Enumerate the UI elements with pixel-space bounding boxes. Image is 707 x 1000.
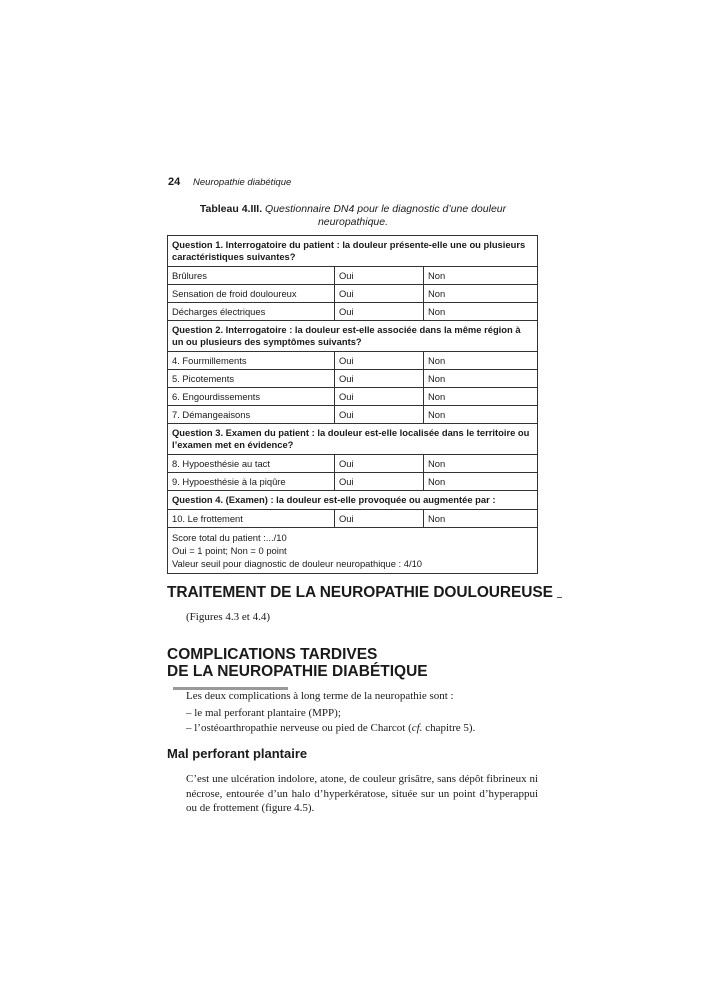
mpp-heading: Mal perforant plantaire [167,746,308,761]
page-number: 24 [168,176,181,188]
table-caption-label: Tableau 4.III. [199,203,263,215]
treatment-heading [167,584,562,602]
item-label: 10. Le frottement [168,510,335,528]
heading-rule-mark [557,597,562,598]
item-no: Non [424,406,538,424]
running-head [168,176,291,188]
score-threshold: Valeur seuil pour diagnostic de douleur neuropathique : 4/10 [172,558,423,569]
item-no: Non [424,510,538,528]
item-no: Non [424,473,538,491]
treatment-figure-reference: (Figures 4.3 et 4.4) [186,611,271,623]
question-2: Question 2. Interrogatoire : la douleur est-elle associée dans la même région à un ou plusieurs des symptômes suivants? [168,321,538,352]
item-label: Sensation de froid douloureux [168,285,335,303]
complications-heading-line2: DE LA NEUROPATHIE DIABÉTIQUE [167,663,428,680]
item-no: Non [424,455,538,473]
question-4: Question 4. (Examen) : la douleur est-elle provoquée ou augmentée par : [168,491,538,510]
item-no: Non [424,267,538,285]
table-row [168,370,538,388]
item-label: Brûlures [168,267,335,285]
complications-list [186,706,475,735]
list-item-text: – l’ostéoarthropathie nerveuse ou pied de Charcot ( [186,721,412,734]
table-row [168,455,538,473]
item-no: Non [424,303,538,321]
score-total: Score total du patient :.../10 [172,532,287,543]
score-rule: Oui = 1 point; Non = 0 point [172,545,287,556]
table-row [168,406,538,424]
score-cell [168,528,538,574]
table-row [168,388,538,406]
item-no: Non [424,388,538,406]
list-item [186,721,475,736]
item-label: 8. Hypoesthésie au tact [168,455,335,473]
list-item-italic: cf. [411,721,423,734]
treatment-heading-text: TRAITEMENT DE LA NEUROPATHIE DOULOUREUSE [167,584,553,601]
item-yes: Oui [335,388,424,406]
table-row [168,510,538,528]
table-row [168,267,538,285]
item-label: 7. Démangeaisons [168,406,335,424]
item-no: Non [424,370,538,388]
item-yes: Oui [335,406,424,424]
item-label: 6. Engourdissements [168,388,335,406]
item-yes: Oui [335,510,424,528]
running-title: Neuropathie diabétique [193,177,292,188]
item-yes: Oui [335,285,424,303]
item-yes: Oui [335,303,424,321]
complications-intro: Les deux complications à long terme de la neuropathie sont : [186,690,454,702]
dn4-table [167,235,538,574]
list-item-text-end: chapitre 5). [422,721,476,734]
item-label: 5. Picotements [168,370,335,388]
item-label: 4. Fourmillements [168,352,335,370]
item-yes: Oui [335,352,424,370]
table-caption [168,203,538,229]
list-item: – le mal perforant plantaire (MPP); [186,707,341,719]
question-1: Question 1. Interrogatoire du patient : la douleur présente-elle une ou plusieurs caractéristiques suivantes? [168,236,538,267]
item-yes: Oui [335,473,424,491]
item-no: Non [424,352,538,370]
table-row [168,285,538,303]
item-yes: Oui [335,267,424,285]
complications-heading-line1: COMPLICATIONS TARDIVES [167,646,378,663]
table-caption-text: Questionnaire DN4 pour le diagnostic d’une douleur neuropathique. [265,203,507,228]
mpp-paragraph: C’est une ulcération indolore, atone, de couleur grisâtre, sans dépôt fibrineux ni nécrose, entourée d’un halo d’hyperkératose, située sur un point d’hyperappui ou de frottement (figure 4.5). [186,773,538,814]
item-no: Non [424,285,538,303]
table-row [168,303,538,321]
table-row [168,352,538,370]
item-yes: Oui [335,455,424,473]
table-row [168,473,538,491]
item-label: 9. Hypoesthésie à la piqûre [168,473,335,491]
question-3: Question 3. Examen du patient : la douleur est-elle localisée dans le territoire ou l’examen met en évidence? [168,424,538,455]
item-label: Décharges électriques [168,303,335,321]
item-yes: Oui [335,370,424,388]
